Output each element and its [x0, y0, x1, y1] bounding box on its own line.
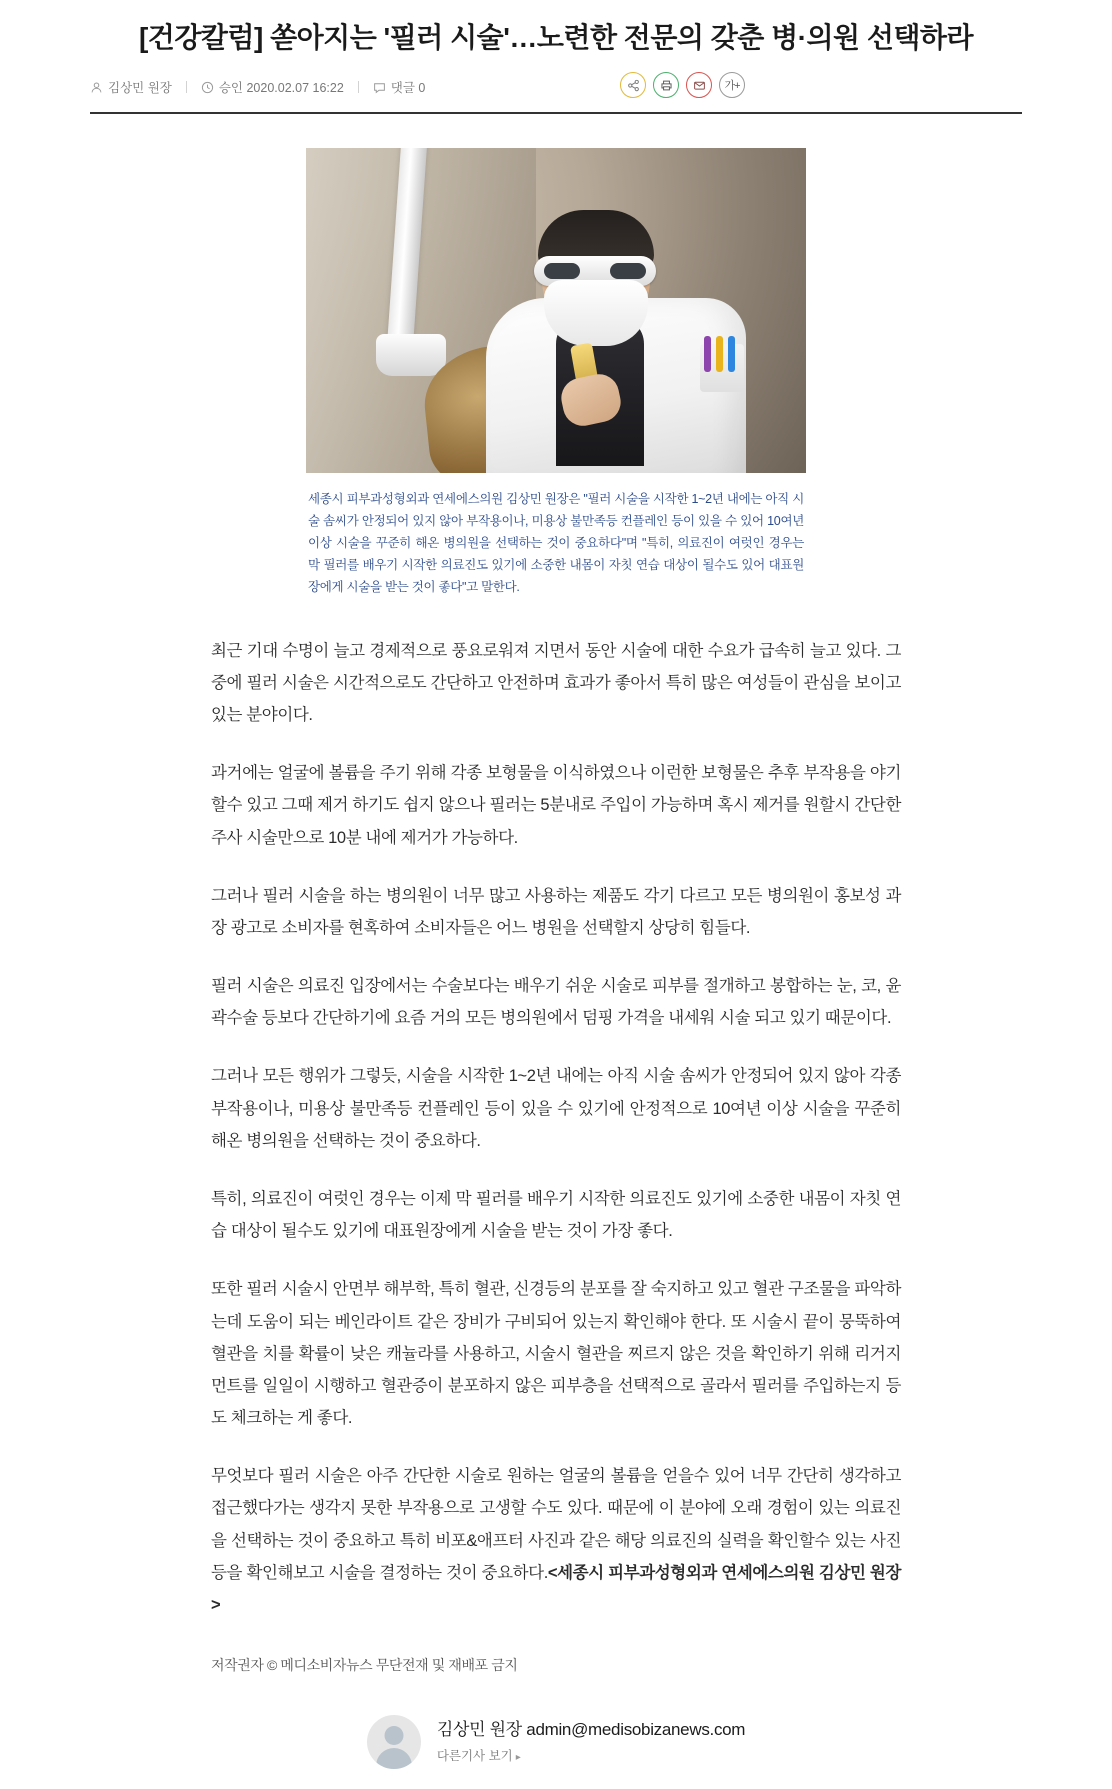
author-email-line: 김상민 원장 admin@medisobizanews.com [436, 1720, 746, 1740]
approved-date: 승인 2020.02.07 16:22 [218, 81, 344, 96]
comment-icon [373, 81, 386, 94]
article-page [0, 14, 1112, 1769]
meta-left-group [90, 78, 425, 96]
print-icon [660, 79, 673, 92]
clock-icon [201, 81, 214, 94]
font-size-label: 가+ [724, 80, 740, 93]
author-meta [90, 78, 172, 96]
more-articles-label: 다른기사 보기 [436, 1749, 513, 1764]
share-icon [627, 79, 640, 92]
user-icon [90, 81, 103, 94]
paragraph: 또한 필러 시술시 안면부 해부학, 특히 혈관, 신경등의 분포를 잘 숙지하고 있고 혈관 구조물을 파악하는데 도움이 되는 베인라이트 같은 장비가 구비되어 있는지 확인해야 한다. 또 시술시 끝이 뭉뚝하여 혈관을 치를 확률이 낮은 캐뉼라를 사용하고, 시술시 혈관을 찌르지 않은 것을 확인하기 위해 리거지먼트를 일일이 시행하고 혈관증이 분포하지 않은 피부층을 선택적으로 골라서 필러를 주입하는지 등도 체크하는 게 좋다. [211, 1280, 901, 1428]
share-button[interactable] [620, 72, 646, 98]
font-size-button[interactable] [719, 72, 745, 98]
article-meta [90, 76, 1022, 112]
approved-meta [201, 78, 344, 96]
paragraph-final-text: 무엇보다 필러 시술은 아주 간단한 시술로 원하는 얼굴의 볼륨을 얻을수 있어 너무 간단히 생각하고 접근했다가는 생각지 못한 부작용으로 고생할 수도 있다. 때문에 이 분야에 오래 경험이 있는 의료진을 선택하는 것이 중요하고 특히 비포&애프터 사진과 같은 해당 의료진의 실력을 확인할수 있는 사진 등을 확인해보고 시술을 결정하는 것이 중요하다. [211, 1467, 901, 1582]
article-photo [306, 148, 806, 473]
article-tools [620, 72, 745, 98]
page-title: [건강칼럼] 쏟아지는 '필러 시술'…노련한 전문의 갖춘 병·의원 선택하라 [138, 22, 974, 53]
comment-count: 댓글 0 [390, 81, 426, 96]
author-footer [90, 1715, 1022, 1769]
paragraph: 필러 시술은 의료진 입장에서는 수술보다는 배우기 쉬운 시술로 피부를 절개하고 봉합하는 눈, 코, 윤곽수술 등보다 간단하기에 요즘 거의 모든 병의원에서 덤핑 가격을 내세워 시술 되고 있기 때문이다. [211, 977, 901, 1028]
meta-divider [186, 81, 187, 93]
print-button[interactable] [653, 72, 679, 98]
comment-meta[interactable] [373, 78, 426, 96]
copyright-notice: 저작권자 © 메디소비자뉴스 무단전재 및 재배포 금지 [211, 1657, 518, 1674]
more-articles-link[interactable] [437, 1748, 745, 1765]
paragraph-final [211, 1460, 901, 1621]
paragraph: 특히, 의료진이 여럿인 경우는 이제 막 필러를 배우기 시작한 의료진도 있기에 소중한 내몸이 자칫 연습 대상이 될수도 있기에 대표원장에게 시술을 받는 것이 가장 좋다. [211, 1190, 901, 1241]
author-name: 김상민 원장 [108, 81, 172, 96]
article-figure [306, 148, 806, 598]
paragraph: 과거에는 얼굴에 볼륨을 주기 위해 각종 보형물을 이식하였으나 이런한 보형물은 추후 부작용을 야기 할수 있고 그때 제거 하기도 쉽지 않으나 필러는 5분내로 주입이 가능하며 혹시 제거를 원할시 간단한 주사 시술만으로 10분 내에 제거가 가능하다. [211, 764, 901, 847]
photo-caption: 세종시 피부과성형외과 연세에스의원 김상민 원장은 "필러 시술을 시작한 1~2년 내에는 아직 시술 솜씨가 안정되어 있지 않아 부작용이나, 미용상 불만족등 컨플레인 등이 있을 수 있어 10여년 이상 시술을 꾸준히 해온 병의원을 선택하는 것이 중요하다"며 "특히, 의료진이 여럿인 경우는 막 필러를 배우기 시작한 의료진도 있기에 소중한 내몸이 자칫 연습 대상이 될수도 있어 대표원장에게 시술을 받는 것이 좋다"고 말한다. [308, 492, 804, 594]
paragraph: 최근 기대 수명이 늘고 경제적으로 풍요로워져 지면서 동안 시술에 대한 수요가 급속히 늘고 있다. 그중에 필러 시술은 시간적으로도 간단하고 안전하며 효과가 좋아서 특히 많은 여성들이 관심을 보이고 있는 분야이다. [211, 641, 901, 725]
mail-button[interactable] [686, 72, 712, 98]
byline-inline: <세종시 피부과성형외과 연세에스의원 김상민 원장> [211, 1563, 902, 1614]
meta-divider-2 [358, 81, 359, 93]
paragraph: 그러나 필러 시술을 하는 병의원이 너무 많고 사용하는 제품도 각기 다르고 모든 병의원이 홍보성 과장 광고로 소비자를 현혹하여 소비자들은 어느 병원을 선택할지 상당히 힘들다. [211, 886, 901, 937]
chevron-right-icon: ▸ [515, 1752, 521, 1764]
avatar [367, 1715, 421, 1769]
mail-icon [693, 79, 706, 92]
article-body [211, 635, 901, 1675]
paragraph: 그러나 모든 행위가 그렇듯, 시술을 시작한 1~2년 내에는 아직 시술 솜씨가 안정되어 있지 않아 각종 부작용이나, 미용상 불만족등 컨플레인 등이 있을 수 있기에 안정적으로 10여년 이상 시술을 꾸준히 해온 병의원을 선택하는 것이 중요하다. [211, 1067, 901, 1150]
header-rule [90, 112, 1022, 114]
author-info [437, 1719, 745, 1765]
